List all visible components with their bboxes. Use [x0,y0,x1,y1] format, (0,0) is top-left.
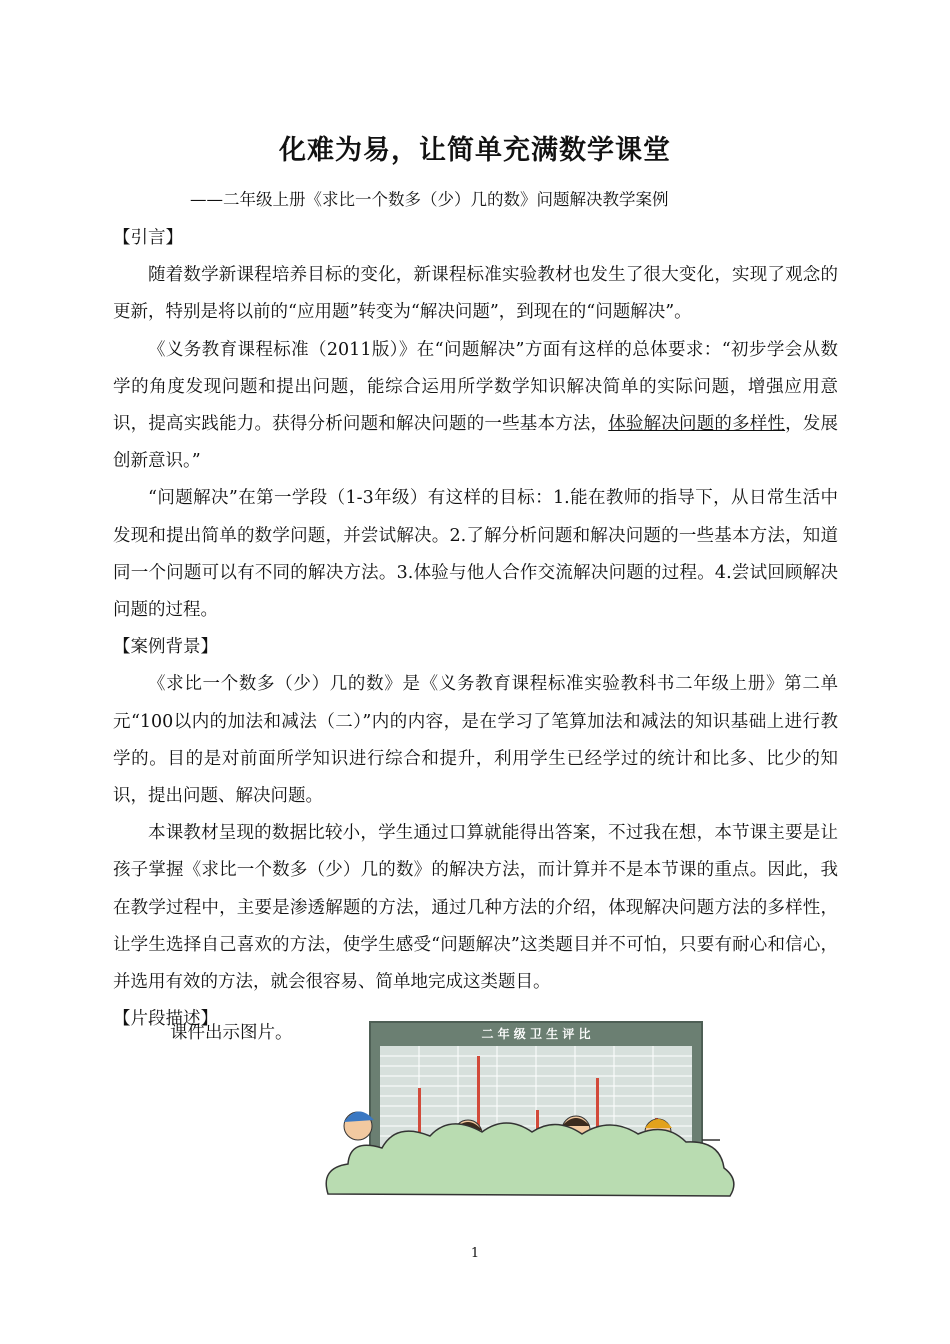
hygiene-board-illustration [320,1018,740,1200]
paragraph-5: 本课教材呈现的数据比较小，学生通过口算就能得出答案，不过我在想，本节课主要是让孩子掌握《求比一个数多（少）几的数》的解决方法，而计算并不是本节课的重点。因此，我在教学过程中，主要是渗透解题的方法，通过几种方法的介绍，体现解决问题方法的多样性，让学生选择自己喜欢的方法，使学生感受“问题解决”这类题目并不可怕，只要有耐心和信心，并选用有效的方法，就会很容易、简单地完成这类题目。 [113,823,838,993]
paragraph-1: 随着数学新课程培养目标的变化，新课程标准实验教材也发生了很大变化，实现了观念的更新，特别是将以前的“应用题”转变为“解决问题”，到现在的“问题解决”。 [113,265,838,323]
page-title: 化难为易，让简单充满数学课堂 [279,135,671,166]
paragraph-2 [113,332,838,481]
section-heading-background: 【案例背景】 [113,637,218,658]
paragraph-3: “问题解决”在第一学段（1-3年级）有这样的目标：1.能在教师的指导下，从日常生活中发现和提出简单的数学问题，并尝试解决。2.了解分析问题和解决问题的一些基本方法，知道同一个问题可以有不同的解决方法。3.体验与他人合作交流解决问题的过程。4.尝试回顾解决问题的过程。 [113,488,838,621]
page-subtitle: ——二年级上册《求比一个数多（少）几的数》问题解决教学案例 [190,190,669,209]
page-number: 1 [470,1246,480,1261]
section-heading-intro: 【引言】 [113,228,183,248]
document-body [113,220,838,1038]
paragraph-2-text-a: 《义务教育课程标准（2011版）》在“问题解决”方面有这样的总体要求：“初步学会从数学的角度发现问题和提出问题，能综合运用所学数学知识解决简单的实际问题，增强应用意识，提高实践能力。获得分析问题和解决问题的一些基本方法， [113,339,838,435]
section-heading-fragment: 【片段描述】 [113,1009,218,1030]
paragraph-4: 《求比一个数多（少）几的数》是《义务教育课程标准实验教科书二年级上册》第二单元“100以内的加法和减法（二）”内的内容，是在学习了笔算加法和减法的知识基础上进行教学的。目的是对前面所学知识进行综合和提升，利用学生已经学过的统计和比多、比少的知识，提出问题、解决问题。 [113,674,838,807]
figure-caption: 课件出示图片。 [170,1023,293,1043]
paragraph-2-underlined: 体验解决问题的多样性 [608,414,786,435]
paragraph-2-text-b: ，发展创新意识。” [113,414,838,472]
board-title: 二 年 级 卫 生 评 比 [481,1027,591,1041]
